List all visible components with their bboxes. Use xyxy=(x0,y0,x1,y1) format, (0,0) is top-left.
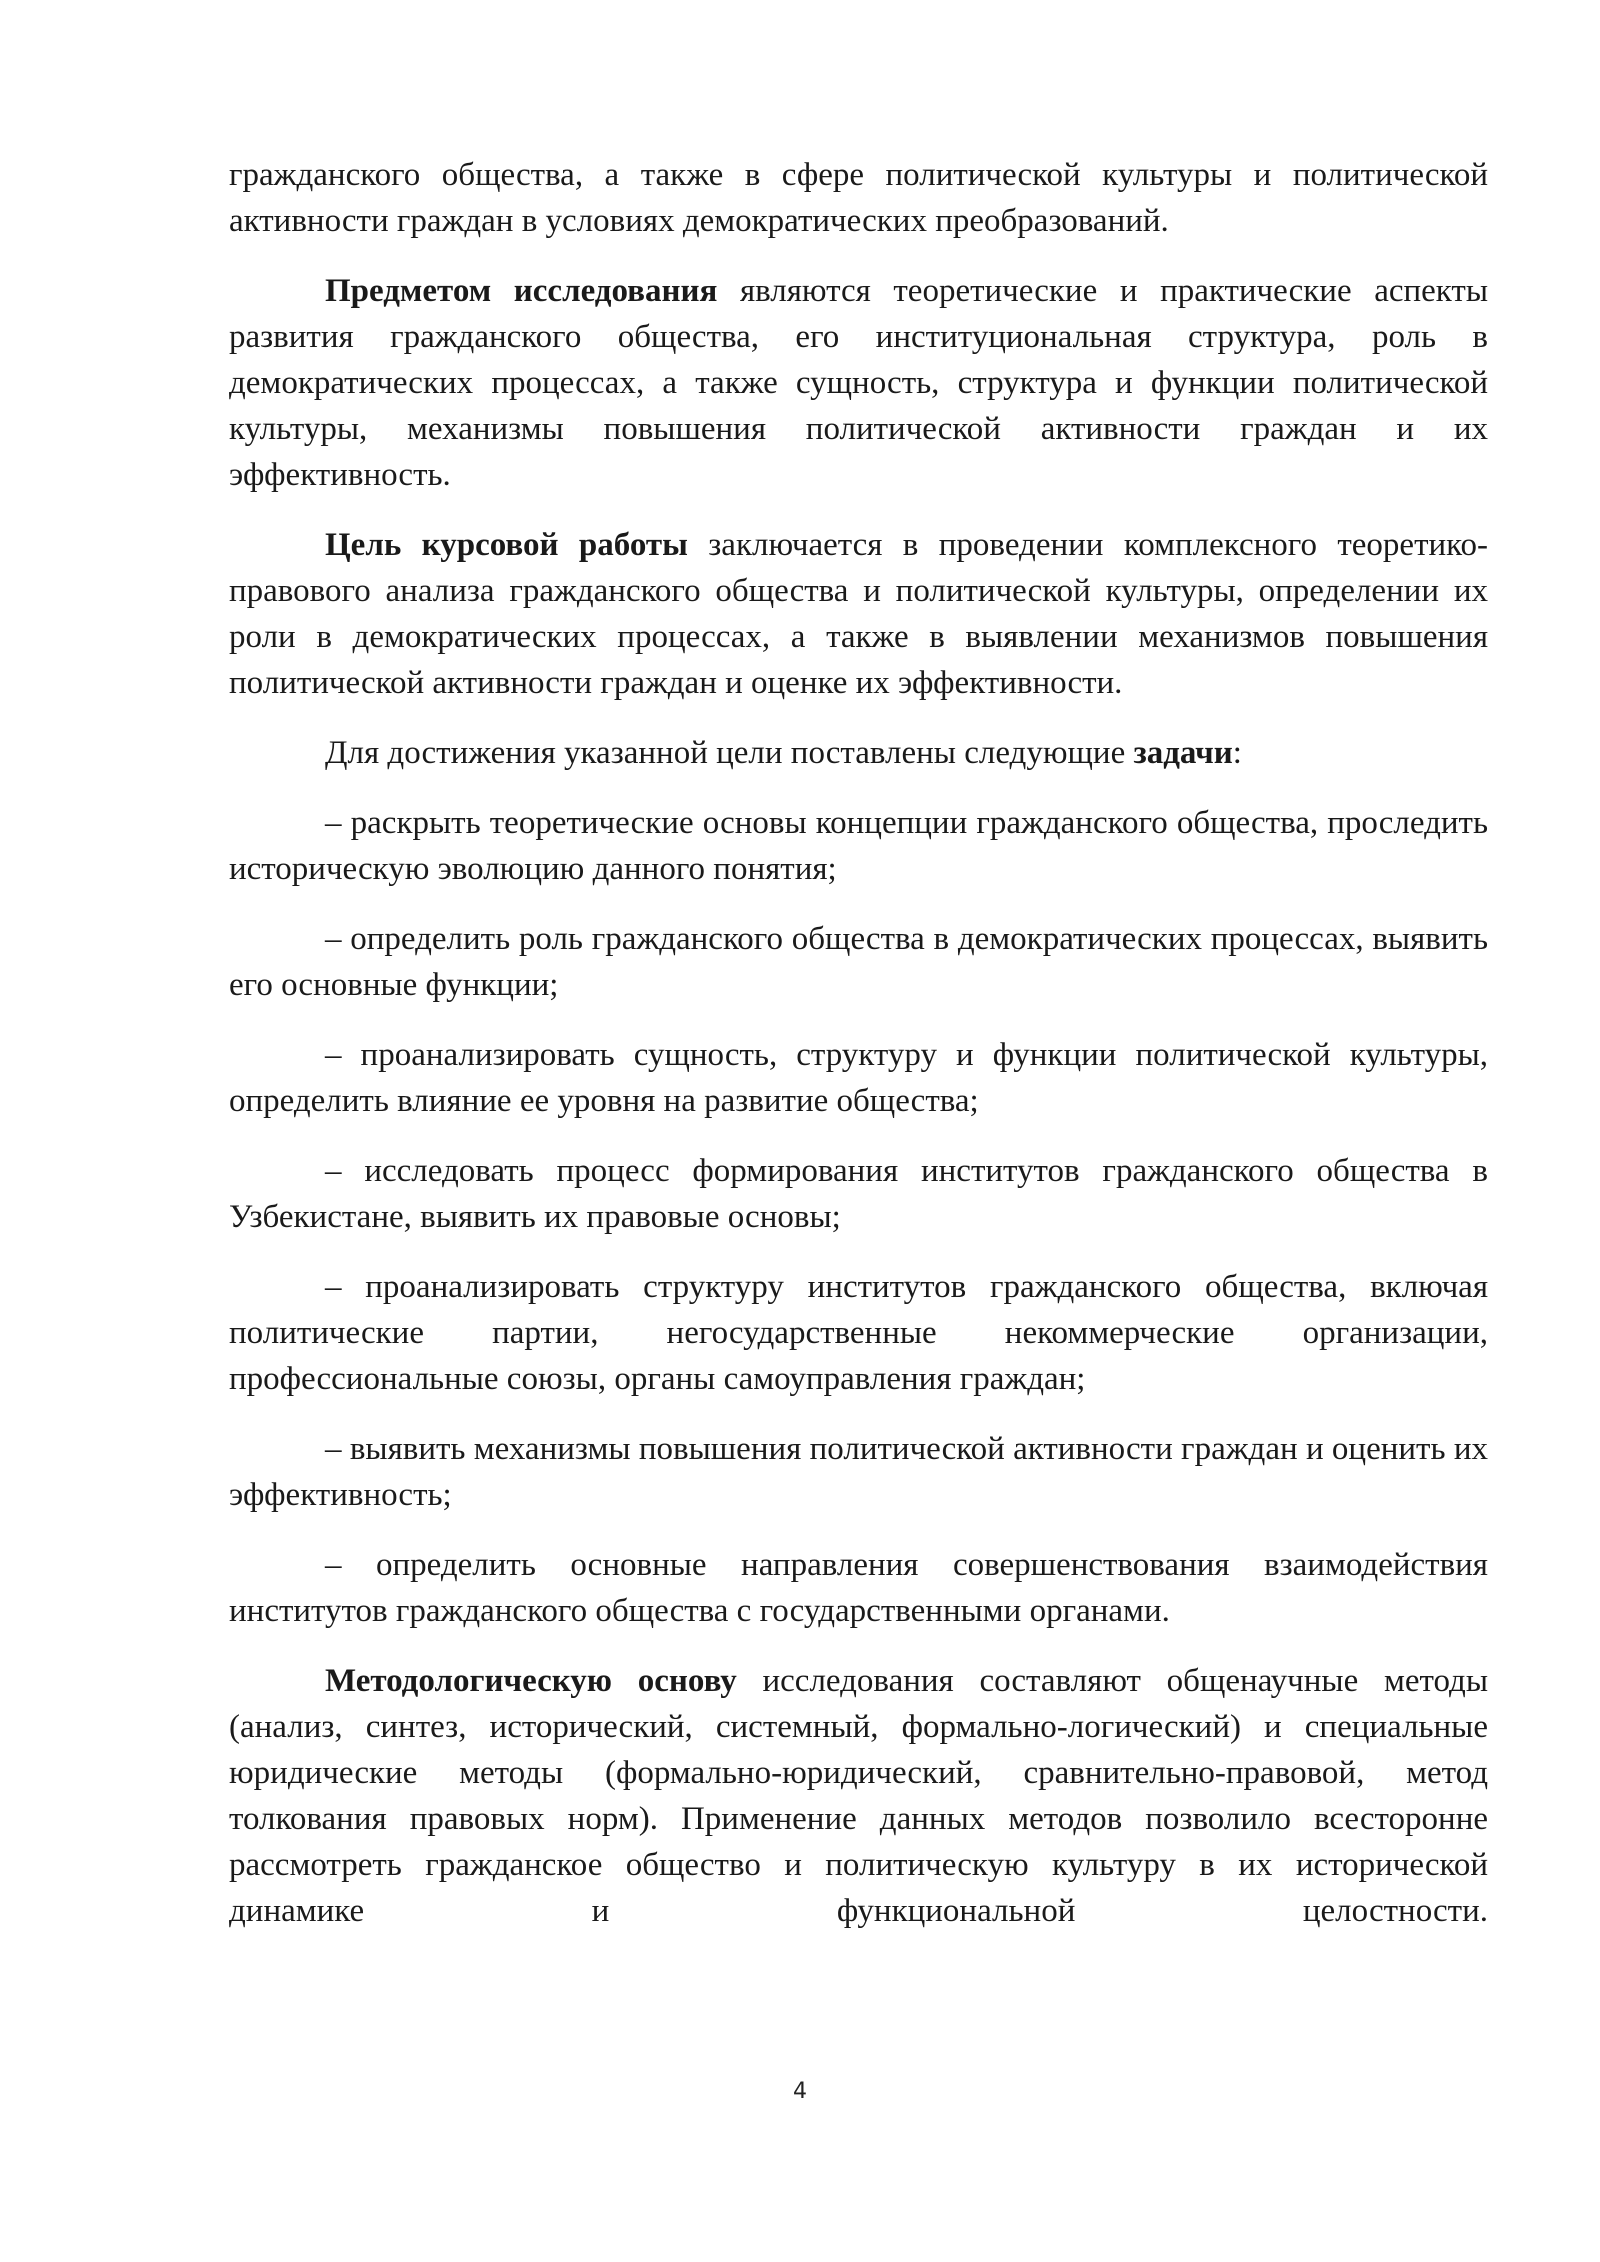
continuation-paragraph: гражданского общества, а также в сфере политической культуры и политической активности граждан в условиях демократических преобразований. xyxy=(229,157,1488,239)
page-number: 4 xyxy=(793,2079,807,2104)
task-item: – раскрыть теоретические основы концепции гражданского общества, проследить историческую эволюцию данного понятия; xyxy=(229,805,1488,887)
document-body xyxy=(229,152,1488,1958)
subject-text: являются теоретические и практические аспекты развития гражданского общества, его институциональная структура, роль в демократических процессах, а также сущность, структура и функции политической культуры, механизмы повышения политической активности граждан и их эффективность. xyxy=(229,273,1488,493)
task-item: – проанализировать сущность, структуру и функции политической культуры, определить влияние ее уровня на развитие общества; xyxy=(229,1037,1488,1119)
methodology-lead: Методологическую основу xyxy=(325,1663,737,1699)
tasks-intro-text: Для достижения указанной цели поставлены следующие xyxy=(325,735,1134,771)
goal-lead: Цель курсовой работы xyxy=(325,527,688,563)
goal-paragraph xyxy=(229,522,1488,706)
tasks-intro-tail: : xyxy=(1232,735,1242,771)
subject-lead: Предметом исследования xyxy=(325,273,718,309)
tasks-intro-bold: задачи xyxy=(1133,735,1233,771)
task-item: – определить роль гражданского общества в демократических процессах, выявить его основные функции; xyxy=(229,921,1488,1003)
task-item: – исследовать процесс формирования институтов гражданского общества в Узбекистане, выявить их правовые основы; xyxy=(229,1153,1488,1235)
task-item: – определить основные направления совершенствования взаимодействия институтов гражданского общества с государственными органами. xyxy=(229,1547,1488,1629)
subject-paragraph xyxy=(229,268,1488,498)
task-item: – проанализировать структуру институтов гражданского общества, включая политические партии, негосударственные некоммерческие организации, профессиональные союзы, органы самоуправления граждан; xyxy=(229,1269,1488,1397)
goal-text: заключается в проведении комплексного теоретико-правового анализа гражданского общества и политической культуры, определении их роли в демократических процессах, а также в выявлении механизмов повышения политической активности граждан и оценке их эффективности. xyxy=(229,527,1489,701)
methodology-paragraph xyxy=(229,1658,1488,1934)
methodology-text: исследования составляют общенаучные методы (анализ, синтез, исторический, системный, формально-логический) и специальные юридические методы (формально-юридический, сравнительно-правовой, метод толкования правовых норм). Применение данных методов позволило всесторонне рассмотреть гражданское общество и политическую культуру в их исторической динамике и функциональной целостности. xyxy=(229,1663,1488,1929)
tasks-intro-paragraph xyxy=(229,730,1488,776)
task-item: – выявить механизмы повышения политической активности граждан и оценить их эффективность; xyxy=(229,1431,1488,1513)
